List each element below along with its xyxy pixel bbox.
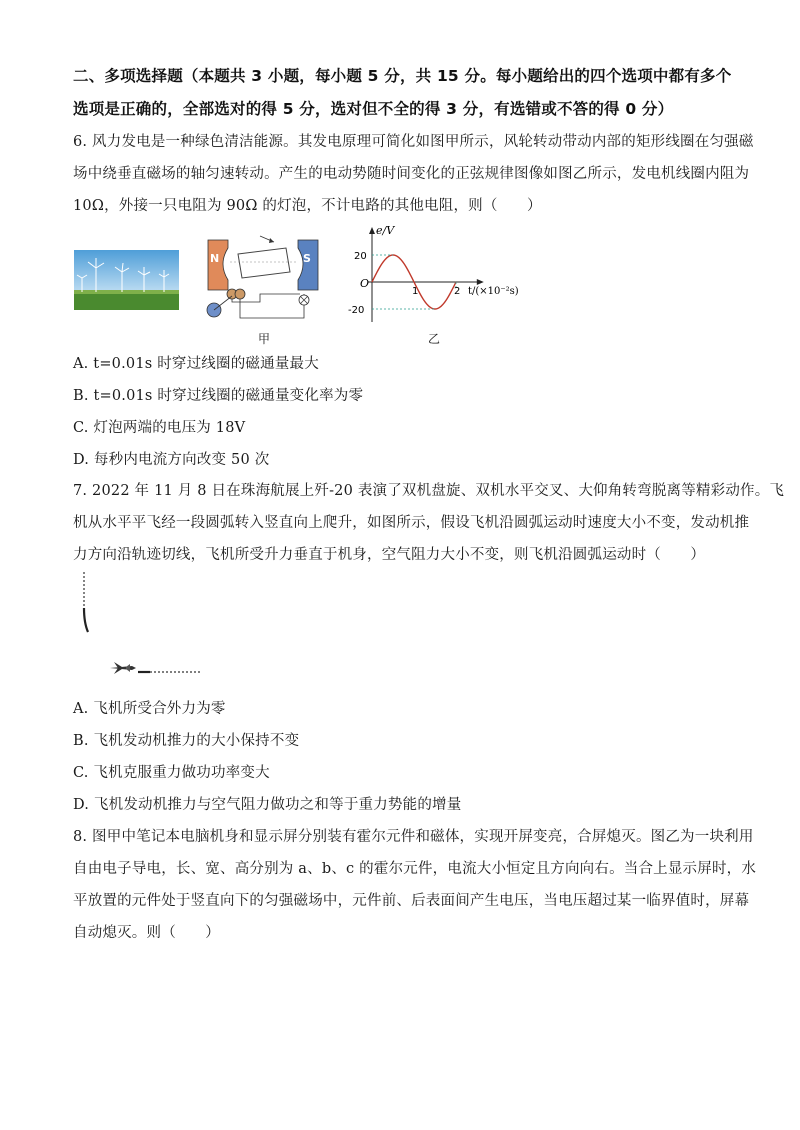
q8-text-line-4: 自动熄灭。则（ ）	[73, 925, 220, 941]
q6-text-line-2: 场中绕垂直磁场的轴匀速转动。产生的电动势随时间变化的正弦规律图像如图乙所示，发电机线圈内阻为	[73, 166, 750, 182]
q6-option-a: A. t=0.01s 时穿过线圈的磁通量最大	[73, 356, 319, 372]
q8-text-line-3: 平放置的元件处于竖直向下的匀强磁场中，元件前、后表面间产生电压，当电压超过某一临界值时，屏幕	[73, 893, 750, 909]
q8-text-line-2: 自由电子导电，长、宽、高分别为 a、b、c 的霍尔元件，电流大小恒定且方向向右。当合上显示屏时，水	[73, 861, 757, 877]
q7-text-line-2: 机从水平平飞经一段圆弧转入竖直向上爬升，如图所示，假设飞机沿圆弧运动时速度大小不变，发动机推	[73, 515, 750, 531]
y-axis-label: e/V	[376, 224, 395, 237]
y-tick-label-bottom: -20	[348, 305, 365, 316]
q6-text-line-3: 10Ω，外接一只电阻为 90Ω 的灯泡，不计电路的其他电阻，则（ ）	[73, 198, 542, 214]
x-tick-label-1: 1	[412, 286, 419, 297]
q7-option-d: D. 飞机发动机推力与空气阻力做功之和等于重力势能的增量	[73, 797, 462, 813]
q7-text-line-1: 7. 2022 年 11 月 8 日在珠海航展上歼-20 表演了双机盘旋、双机水平交叉、大仰角转弯脱离等精彩动作。飞	[73, 483, 785, 499]
section-header-line-1: 二、多项选择题（本题共 3 小题，每小题 5 分，共 15 分。每小题给出的四个选项中都有多个	[73, 67, 732, 85]
x-axis-arrow	[477, 279, 484, 285]
q6-option-b: B. t=0.01s 时穿过线圈的磁通量变化率为零	[73, 388, 364, 404]
y-tick-label-top: 20	[354, 251, 367, 262]
magnet-n-shape	[208, 240, 228, 290]
section-header-line-2: 选项是正确的，全部选对的得 5 分，选对但不全的得 3 分，有选错或不答的得 0 分）	[73, 100, 674, 118]
origin-label: O	[360, 277, 370, 290]
magnet-n-label: N	[210, 252, 220, 265]
q6-text-line-1: 6. 风力发电是一种绿色清洁能源。其发电原理可简化如图甲所示，风轮转动带动内部的矩形线圈在匀强磁	[73, 134, 754, 150]
x-axis-label: t/(×10⁻²s)	[468, 286, 519, 297]
magnet-s-shape	[298, 240, 318, 290]
wind-farm-photo	[74, 250, 179, 310]
figure-jia-label: 甲	[258, 332, 271, 346]
y-axis-arrow	[369, 227, 375, 234]
q6-option-c: C. 灯泡两端的电压为 18V	[73, 420, 246, 436]
q7-option-b: B. 飞机发动机推力的大小保持不变	[73, 733, 300, 749]
q7-text-line-3: 力方向沿轨迹切线，飞机所受升力垂直于机身，空气阻力大小不变，则飞机沿圆弧运动时（ ）	[73, 547, 706, 563]
flight-path-diagram	[70, 568, 210, 688]
figure-yi-label: 乙	[428, 332, 441, 346]
q7-option-a: A. 飞机所受合外力为零	[73, 701, 226, 717]
q6-option-d: D. 每秒内电流方向改变 50 次	[73, 452, 270, 468]
emf-sine-chart	[340, 222, 520, 332]
jet-plane-icon	[110, 662, 136, 674]
q7-option-c: C. 飞机克服重力做功功率变大	[73, 765, 270, 781]
x-tick-label-2: 2	[454, 286, 461, 297]
q8-text-line-1: 8. 图甲中笔记本电脑机身和显示屏分别装有霍尔元件和磁体，实现开屏变亮，合屏熄灭。图乙为一块利用	[73, 829, 754, 845]
generator-diagram	[200, 232, 330, 332]
magnet-s-label: S	[303, 252, 311, 265]
